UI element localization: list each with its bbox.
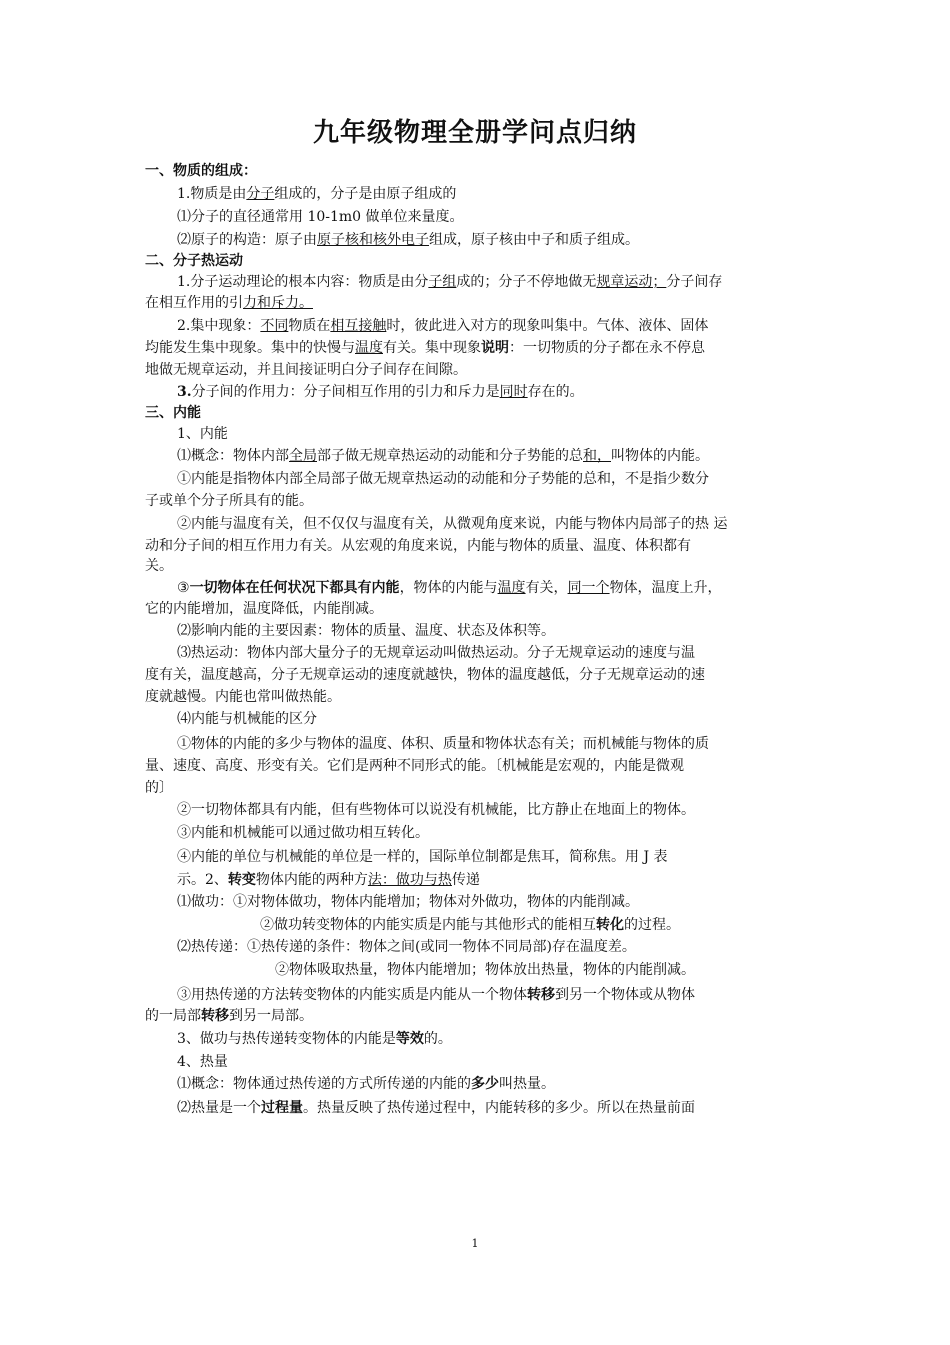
text-line: ⑴概念：物体内部全局部子做无规章热运动的动能和分子势能的总和，叫物体的内能。 <box>177 448 709 464</box>
text-line: ⑷内能与机械能的区分 <box>177 711 317 727</box>
text-line: 子或单个分子所具有的能。 <box>145 493 313 509</box>
text-line: 2.集中现象：不同物质在相互接触时，彼此进入对方的现象叫集中。气体、液体、固体 <box>177 318 709 334</box>
text-line: ①物体的内能的多少与物体的温度、体积、质量和物体状态有关；而机械能与物体的质 <box>177 736 709 752</box>
text-line: ⑵原子的构造：原子由原子核和核外电子组成，原子核由中子和质子组成。 <box>177 232 639 248</box>
section-heading-1: 一、物质的组成： <box>145 163 257 179</box>
text-line: 关。 <box>145 558 173 574</box>
text-line: 动和分子间的相互作用力有关。从宏观的角度来说，内能与物体的质量、温度、体积都有 <box>145 538 691 554</box>
text-line: 度有关，温度越高，分子无规章运动的速度就越快，物体的温度越低，分子无规章运动的速 <box>145 667 705 683</box>
text-line: 地做无规章运动，并且间接证明白分子间存在间隙。 <box>145 362 467 378</box>
text-line: 度就越慢。内能也常叫做热能。 <box>145 689 341 705</box>
text-line: ⑴分子的直径通常用 10-1m0 做单位来量度。 <box>177 209 464 225</box>
text-line: 的一局部转移到另一局部。 <box>145 1008 313 1024</box>
text-line: ②做功转变物体的内能实质是内能与其他形式的能相互转化的过程。 <box>260 917 680 933</box>
page-number: 1 <box>471 1237 479 1250</box>
text-line: ⑵影响内能的主要因素：物体的质量、温度、状态及体积等。 <box>177 623 555 639</box>
section-heading-3: 三、内能 <box>145 405 201 421</box>
text-line: 示。2、转变物体内能的两种方法：做功与热传递 <box>177 872 480 888</box>
text-line: ⑵热传递：①热传递的条件：物体之间(或同一物体不同局部)存在温度差。 <box>177 939 636 955</box>
text-line: 它的内能增加，温度降低，内能削减。 <box>145 601 383 617</box>
text-line: 1.物质是由分子组成的，分子是由原子组成的 <box>177 186 457 202</box>
text-line: ⑵热量是一个过程量。热量反映了热传递过程中，内能转移的多少。所以在热量前面 <box>177 1100 695 1116</box>
text-line: ④内能的单位与机械能的单位是一样的，国际单位制都是焦耳，简称焦。用 J 表 <box>177 849 668 865</box>
text-line: ③用热传递的方法转变物体的内能实质是内能从一个物体转移到另一个物体或从物体 <box>177 987 695 1003</box>
document-title: 九年级物理全册学问点归纳 <box>312 118 637 148</box>
text-line: 的〕 <box>145 780 173 796</box>
text-line: 在相互作用的引力和斥力。 <box>145 295 313 311</box>
text-line: 1、内能 <box>177 426 228 442</box>
text-line: 1.分子运动理论的根本内容：物质是由分子组成的；分子不停地做无规章运动；分子间存 <box>177 274 723 290</box>
text-line: 4、热量 <box>177 1054 228 1070</box>
text-line: ⑴做功：①对物体做功，物体内能增加；物体对外做功，物体的内能削减。 <box>177 894 639 910</box>
section-heading-2: 二、分子热运动 <box>145 253 243 269</box>
text-line: 均能发生集中现象。集中的快慢与温度有关。集中现象说明：一切物质的分子都在永不停息 <box>145 340 705 356</box>
text-line: ③一切物体在任何状况下都具有内能，物体的内能与温度有关，同一个物体，温度上升， <box>177 580 722 596</box>
text-line: 3、做功与热传递转变物体的内能是等效的。 <box>177 1031 452 1047</box>
text-line: ②内能与温度有关，但不仅仅与温度有关，从微观角度来说，内能与物体内局部子的热 运 <box>177 516 728 532</box>
text-line: ②一切物体都具有内能，但有些物体可以说没有机械能，比方静止在地面上的物体。 <box>177 802 695 818</box>
text-line: ③内能和机械能可以通过做功相互转化。 <box>177 825 429 841</box>
text-line: ⑴概念：物体通过热传递的方式所传递的内能的多少叫热量。 <box>177 1076 555 1092</box>
text-line: 量、速度、高度、形变有关。它们是两种不同形式的能。〔机械能是宏观的，内能是微观 <box>145 758 684 774</box>
text-line: ⑶热运动：物体内部大量分子的无规章运动叫做热运动。分子无规章运动的速度与温 <box>177 645 695 661</box>
text-line: ②物体吸取热量，物体内能增加；物体放出热量，物体的内能削减。 <box>275 962 695 978</box>
text-line: ①内能是指物体内部全局部子做无规章热运动的动能和分子势能的总和，不是指少数分 <box>177 471 709 487</box>
text-line: 3.分子间的作用力：分子间相互作用的引力和斥力是同时存在的。 <box>177 384 584 400</box>
